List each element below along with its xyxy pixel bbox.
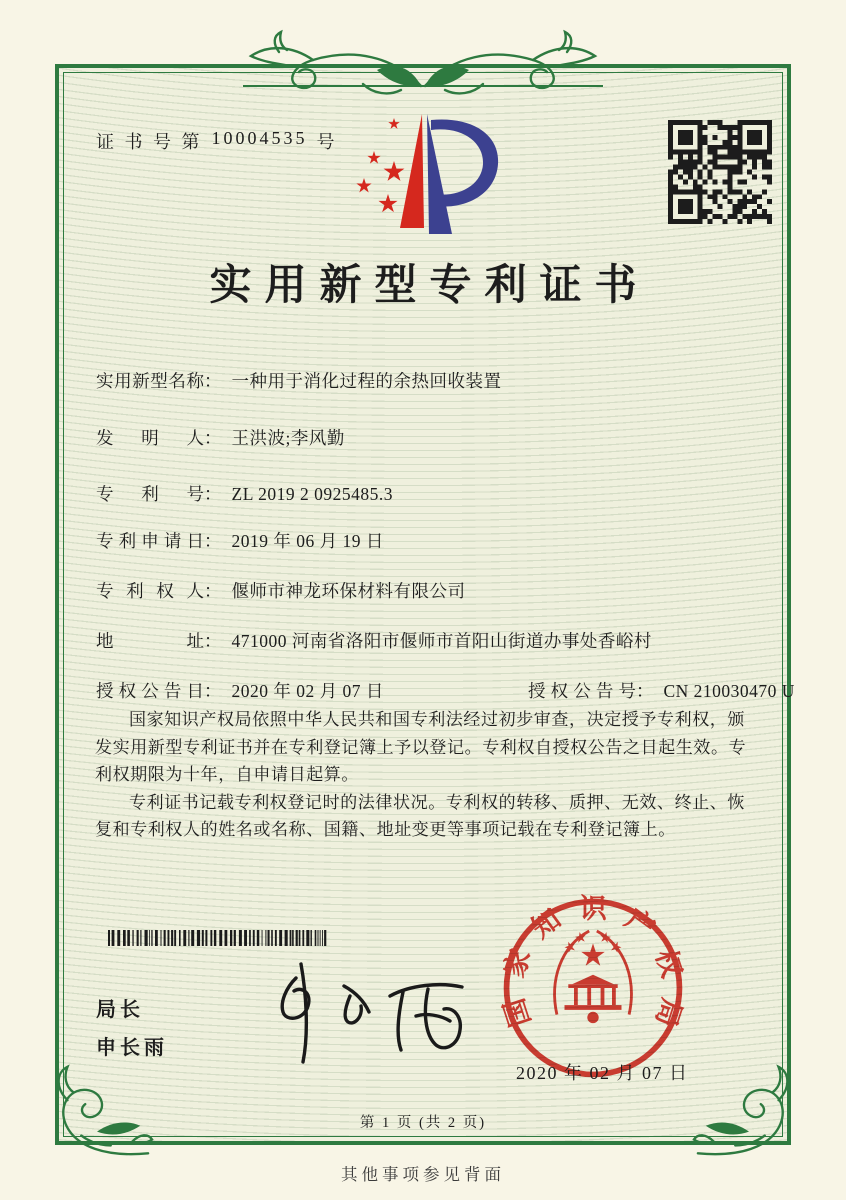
filing-date: 2019 年 06 月 19 日 — [231, 531, 384, 551]
seal-date: 2020 年 02 月 07 日 — [516, 1063, 689, 1083]
certificate-number-line — [96, 128, 338, 154]
legal-text-block — [95, 706, 759, 844]
patentee-address: 471000 河南省洛阳市偃师市首阳山街道办事处香峪村 — [231, 631, 652, 651]
certificate-title: 实用新型专利证书 — [209, 263, 650, 309]
field-colon: ： — [636, 681, 654, 701]
director-signature — [222, 956, 478, 1068]
inventor-names: 王洪波;李风勤 — [231, 428, 345, 448]
director-name: 申长雨 — [96, 1037, 168, 1059]
back-side-note: 其他事项参见背面 — [341, 1165, 505, 1184]
field-colon: ： — [204, 484, 222, 504]
svg-text:识: 识 — [579, 893, 607, 924]
field-label: 授权公告日 — [96, 681, 204, 701]
field-colon: ： — [204, 531, 222, 551]
field-label: 地址 — [96, 631, 204, 651]
field-row-patentee — [96, 578, 466, 603]
svg-text:权: 权 — [649, 945, 688, 982]
field-colon: ： — [204, 581, 222, 601]
logo-wedge-blue — [427, 114, 452, 234]
field-label: 实用新型名称 — [96, 371, 204, 391]
field-label: 专利申请日 — [96, 531, 204, 551]
director-title: 局长 — [96, 999, 144, 1021]
page-number: 第 1 页 (共 2 页) — [359, 1115, 487, 1131]
patentee-name: 偃师市神龙环保材料有限公司 — [231, 581, 466, 601]
field-row-filing-date — [96, 528, 384, 553]
national-emblem-icon — [555, 931, 632, 1023]
grant-number-group — [528, 678, 795, 703]
qr-code — [668, 120, 772, 224]
cnipa-logo — [334, 106, 516, 236]
svg-text:局: 局 — [649, 994, 688, 1031]
top-flourish-ornament — [243, 26, 603, 102]
field-label: 发明人 — [96, 428, 204, 448]
logo-stars — [356, 118, 404, 212]
field-row-grant — [96, 678, 795, 703]
field-row-inventor — [96, 425, 345, 450]
field-row-patent-number — [96, 481, 393, 506]
certificate-number-prefix: 证 书 号 第 — [96, 132, 203, 152]
svg-text:国: 国 — [498, 994, 537, 1031]
utility-model-name: 一种用于消化过程的余热回收装置 — [231, 371, 502, 391]
certificate-number: 10004535 — [211, 128, 308, 148]
svg-text:产: 产 — [619, 902, 661, 945]
field-label: 专利权人 — [96, 581, 204, 601]
patent-number: ZL 2019 2 0925485.3 — [231, 484, 393, 504]
seal-text — [498, 893, 688, 1031]
field-label: 专利号 — [96, 484, 204, 504]
official-seal — [498, 893, 688, 1083]
legal-paragraph-1: 国家知识产权局依照中华人民共和国专利法经过初步审查，决定授予专利权，颁发实用新型专利证书并在专利登记簿上予以登记。专利权自授权公告之日起生效。专利权期限为十年，自申请日起算。 — [95, 710, 747, 784]
legal-paragraph-2: 专利证书记载专利权登记时的法律状况。专利权的转移、质押、无效、终止、恢复和专利权人的姓名或名称、国籍、地址变更等事项记载在专利登记簿上。 — [95, 792, 745, 839]
field-row-address — [96, 628, 652, 653]
field-colon: ： — [204, 371, 222, 391]
certificate-number-suffix: 号 — [316, 132, 338, 152]
grant-number: CN 210030470 U — [663, 681, 795, 701]
logo-wedge-red — [400, 114, 424, 228]
svg-text:知: 知 — [525, 902, 567, 945]
barcode — [108, 930, 328, 946]
field-colon: ： — [204, 631, 222, 651]
svg-text:家: 家 — [498, 945, 537, 982]
field-row-name — [96, 368, 502, 393]
field-label: 授权公告号 — [528, 681, 636, 701]
field-colon: ： — [204, 681, 222, 701]
field-colon: ： — [204, 428, 222, 448]
grant-date: 2020 年 02 月 07 日 — [231, 681, 384, 701]
